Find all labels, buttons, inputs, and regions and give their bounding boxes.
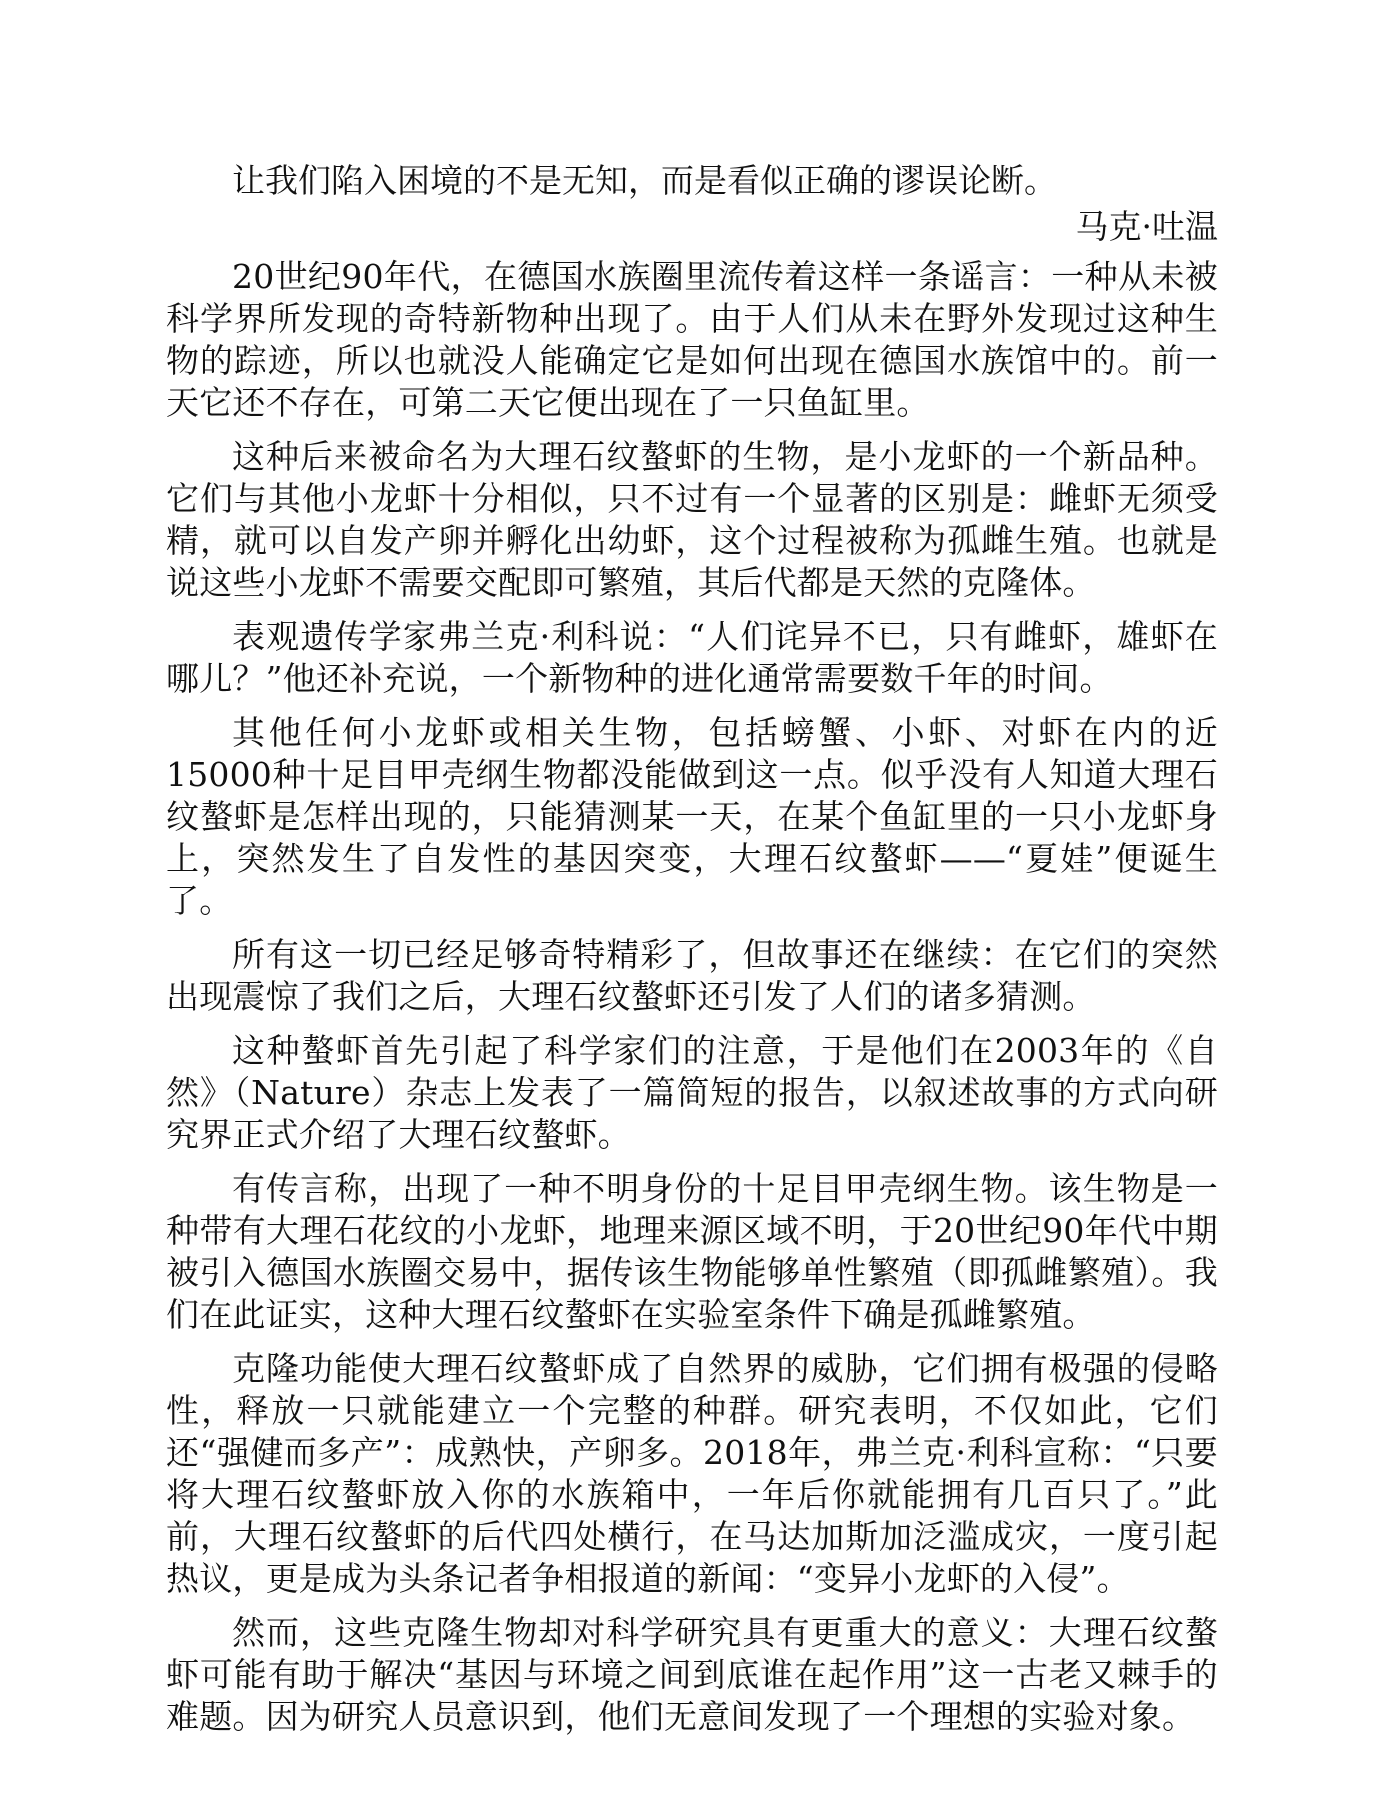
paragraph: 表观遗传学家弗兰克·利科说：“人们诧异不已，只有雌虾，雄虾在哪儿？”他还补充说，一个新物种的进化通常需要数千年的时间。 [166, 617, 1218, 698]
document-page [166, 160, 1218, 1750]
paragraph: 20世纪90年代，在德国水族圈里流传着这样一条谣言：一种从未被科学界所发现的奇特新物种出现了。由于人们从未在野外发现过这种生物的踪迹，所以也就没人能确定它是如何出现在德国水族馆中的。前一天它还不存在，可第二天它便出现在了一只鱼缸里。 [166, 257, 1218, 422]
paragraph: 所有这一切已经足够奇特精彩了，但故事还在继续：在它们的突然出现震惊了我们之后，大理石纹螯虾还引发了人们的诸多猜测。 [166, 935, 1218, 1016]
paragraph: 然而，这些克隆生物却对科学研究具有更重大的意义：大理石纹螯虾可能有助于解决“基因与环境之间到底谁在起作用”这一古老又棘手的难题。因为研究人员意识到，他们无意间发现了一个理想的实验对象。 [166, 1613, 1218, 1736]
paragraph: 有传言称，出现了一种不明身份的十足目甲壳纲生物。该生物是一种带有大理石花纹的小龙虾，地理来源区域不明，于20世纪90年代中期被引入德国水族圈交易中，据传该生物能够单性繁殖（即孤雌繁殖）。我们在此证实，这种大理石纹螯虾在实验室条件下确是孤雌繁殖。 [166, 1169, 1218, 1334]
epigraph-author: 马克·吐温 [1075, 207, 1218, 246]
paragraph: 其他任何小龙虾或相关生物，包括螃蟹、小虾、对虾在内的近15000种十足目甲壳纲生物都没能做到这一点。似乎没有人知道大理石纹螯虾是怎样出现的，只能猜测某一天，在某个鱼缸里的一只小龙虾身上，突然发生了自发性的基因突变，大理石纹螯虾——“夏娃”便诞生了。 [166, 713, 1218, 920]
epigraph-quote: 让我们陷入困境的不是无知，而是看似正确的谬误论断。 [232, 161, 1057, 200]
paragraph: 克隆功能使大理石纹螯虾成了自然界的威胁，它们拥有极强的侵略性，释放一只就能建立一个完整的种群。研究表明，不仅如此，它们还“强健而多产”：成熟快，产卵多。2018年，弗兰克·利科宣称：“只要将大理石纹螯虾放入你的水族箱中，一年后你就能拥有几百只了。”此前，大理石纹螯虾的后代四处横行，在马达加斯加泛滥成灾，一度引起热议，更是成为头条记者争相报道的新闻：“变异小龙虾的入侵”。 [166, 1349, 1218, 1598]
paragraph: 这种螯虾首先引起了科学家们的注意，于是他们在2003年的《自然》（Nature）杂志上发表了一篇简短的报告，以叙述故事的方式向研究界正式介绍了大理石纹螯虾。 [166, 1031, 1218, 1154]
paragraph: 这种后来被命名为大理石纹螯虾的生物，是小龙虾的一个新品种。它们与其他小龙虾十分相似，只不过有一个显著的区别是：雌虾无须受精，就可以自发产卵并孵化出幼虾，这个过程被称为孤雌生殖。也就是说这些小龙虾不需要交配即可繁殖，其后代都是天然的克隆体。 [166, 437, 1218, 602]
